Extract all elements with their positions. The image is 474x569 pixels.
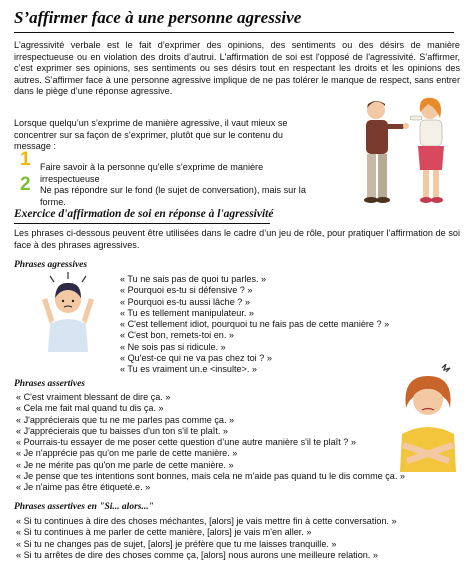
list-item: « Je n'apprécie pas qu'on me parle de cette manière. » (16, 448, 238, 459)
list-item: « Tu es tellement manipulateur. » (120, 307, 254, 318)
list-item: « C'est bon, remets-toi en. » (120, 330, 234, 341)
list-item: « C'est vraiment blessant de dire ça. » (16, 392, 171, 402)
step-2-text: Ne pas répondre sur le fond (le sujet de conversation), mais sur la forme. (40, 185, 306, 207)
list-item: « Si tu continues à dire des choses méchantes, [alors] je vais mettre fin à cette conversation. » (16, 516, 397, 526)
list-item: « Qu'est-ce qui ne va pas chez toi ? » (120, 353, 272, 364)
step-1-text: Faire savoir à la personne qu'elle s’exprime de manière irrespectueuse (40, 162, 264, 184)
stressed-person-illustration (34, 270, 102, 352)
exercise-divider (14, 223, 270, 224)
list-item: « Si tu arrêtes de dire des choses comme ça, [alors] nous aurons une meilleure relation. » (16, 549, 378, 560)
assertive-heading: Phrases assertives (14, 379, 85, 389)
list-item: « Cela me fait mal quand tu dis ça. » (16, 403, 164, 414)
assertive-list (16, 392, 405, 494)
exercise-title: Exercice d'affirmation de soi en réponse à l'agressivité (14, 208, 274, 220)
list-item: « J'apprécierais que tu baisses d'un ton s'il te plaît. » (16, 425, 228, 436)
list-item: « Pourrais-tu essayer de me poser cette question d’une autre manière s'il te plaît ? » (16, 437, 356, 448)
if-then-list (16, 516, 397, 561)
step-2-number: 2 (20, 174, 31, 195)
exercise-text: Les phrases ci-dessous peuvent être utilisées dans le cadre d’un jeu de rôle, pour pratiquer l’affirmation de soi face à des phrases agressives. (14, 228, 460, 250)
step-1-number: 1 (20, 149, 31, 170)
list-item: « Pourquoi es-tu si défensive ? » (120, 285, 253, 296)
message-intro: Lorsque quelqu’un s’exprime de manière agressive, il vaut mieux se concentrer sur sa façon de s’exprimer, plutôt que sur le contenu du message : (14, 118, 288, 151)
page-title: S’affirmer face à une personne agressive (14, 8, 302, 27)
if-then-heading: Phrases assertives en "Si... alors..." (14, 502, 154, 512)
list-item: « Je ne mérite pas qu'on me parle de cette manière. » (16, 459, 234, 470)
aggressive-heading: Phrases agressives (14, 260, 88, 270)
list-item: « Si tu ne changes pas de sujet, [alors] je préfère que tu me laisses tranquille. » (16, 538, 337, 549)
title-divider (14, 32, 454, 33)
list-item: « C'est tellement idiot, pourquoi tu ne fais pas de cette manière ? » (120, 319, 390, 330)
aggressive-list (120, 274, 389, 376)
list-item: « Je pense que tes intentions sont bonnes, mais cela ne m'aide pas quand tu le dis comme ça. » (16, 471, 405, 482)
list-item: « Ne sois pas si ridicule. » (120, 341, 226, 352)
list-item: « Si tu continues à me parler de cette manière, [alors] je vais m'en aller. » (16, 527, 312, 538)
list-item: « Tu ne sais pas de quoi tu parles. » (120, 274, 267, 284)
list-item: « J'apprécierais que tu ne me parles pas comme ça. » (16, 414, 235, 425)
list-item: « Pourquoi es-tu aussi lâche ? » (120, 296, 250, 307)
intro-paragraph: L'agressivité verbale est le fait d’exprimer des opinions, des sentiments ou des désirs de manière irrespectueuse ou en violation des droits d’autrui. L'affirmation de soi est l'opposé de l'agressivité. S’affirmer, c’est exprimer ses opinions, ses sentiments ou ses désirs tout en respectant les droits et les opinions des autres. S’affirmer face à une personne agressive implique de ne pas tolérer le manque de respect, sans entrer dans le piège d’une réponse agressive. (14, 40, 460, 96)
arguing-couple-illustration (344, 96, 460, 208)
list-item: « Tu es vraiment un.e <insulte>. » (120, 364, 257, 375)
list-item: « Je n'aime pas être étiqueté.e. » (16, 482, 151, 493)
